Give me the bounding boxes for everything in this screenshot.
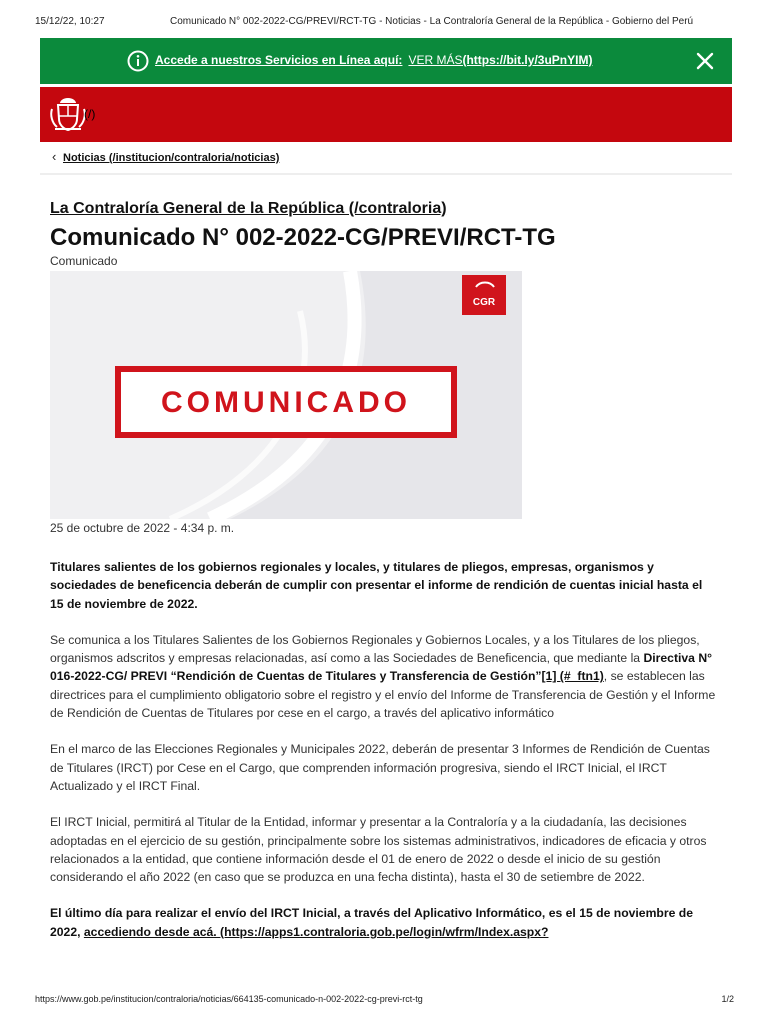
paragraph-4: El IRCT Inicial, permitirá al Titular de la Entidad, informar y presentar a la Contraloría y a la ciudadanía, las decisiones adoptadas en el ejercicio de su gestión, principalmente sobre los sistemas administrativos, indicadores de eficacia y otros relacionados a la entidad, que contiene información desde el 01 de enero de 2022 o desde el inicio de su gestión considerando el año 2022 (en caso que se produzca en una fecha distinta), hasta el 30 de setiembre de 2022. (50, 815, 707, 885)
home-link[interactable]: (/) (84, 107, 96, 121)
breadcrumb (40, 145, 732, 175)
print-date: 15/12/22, 10:27 (35, 16, 105, 27)
paragraph-5 (50, 904, 718, 941)
hero-image (50, 271, 522, 519)
ver-mas-link[interactable]: VER MÁS (408, 53, 463, 67)
banner-text: Accede a nuestros Servicios en Línea aquí: (155, 53, 403, 67)
close-icon[interactable] (696, 52, 714, 70)
print-page-number: 1/2 (721, 994, 734, 1004)
breadcrumb-noticias-link[interactable]: Noticias (/institucion/contraloria/noticias) (63, 152, 280, 164)
p5-text: El último día para realizar el envío del IRCT Inicial, a través del Aplicativo Informático, es el 15 de noviembre de 2022, (50, 906, 693, 939)
footnote-link[interactable]: [1] (#_ftn1) (541, 669, 604, 684)
cgr-logo-text: CGR (472, 297, 496, 308)
banner-link[interactable] (155, 53, 592, 67)
article-category: Comunicado (50, 254, 118, 268)
chevron-left-icon: ‹ (52, 149, 57, 164)
apps-login-link[interactable]: accediendo desde acá. (https://apps1.contraloria.gob.pe/login/wfrm/Index.aspx? (83, 924, 549, 939)
article-body (50, 558, 718, 959)
publish-date: 25 de octubre de 2022 - 4:34 p. m. (50, 521, 235, 535)
page-title: Comunicado N° 002-2022-CG/PREVI/RCT-TG (50, 224, 556, 251)
services-banner (40, 38, 732, 84)
print-page-title: Comunicado N° 002-2022-CG/PREVI/RCT-TG - Noticias - La Contraloría General de la República - Gobierno del Perú (170, 16, 694, 27)
p2-text-a: Se comunica a los Titulares Salientes de los Gobiernos Regionales y Gobiernos Locales, y a los Titulares de los pliegos, organismos adscritos y empresas relacionadas, así como a las Sociedades de Beneficencia, que mediante la (50, 632, 700, 666)
paragraph-2 (50, 631, 718, 722)
lead-text: Titulares salientes de los gobiernos regionales y locales, y titulares de pliegos, empresas, organismos y sociedades de beneficencia deberán de cumplir con presentar el informe de rendición de cuentas inicial hasta el 15 de noviembre de 2022. (50, 560, 703, 611)
paragraph-3: En el marco de las Elecciones Regionales y Municipales 2022, deberán de presentar 3 Informes de Rendición de Cuentas de Titulares (IRCT) por Cese en el Cargo, que comprenden información progresiva, siendo el IRCT Inicial, el IRCT Actualizado y el IRCT Final. (50, 742, 710, 793)
organization-link[interactable]: La Contraloría General de la República (/contraloria) (50, 200, 447, 217)
p2-text-b: , se establecen las directrices para el cumplimiento obligatorio sobre el registro y el envío del Informe de Transferencia de Gestión y el Informe de Rendición de Cuentas de Titulares por cese en el cargo, a través del aplicativo informático (50, 669, 716, 721)
peru-coat-of-arms-icon[interactable] (49, 95, 87, 133)
hero-word: COMUNICADO (161, 386, 411, 419)
info-icon (127, 50, 149, 72)
p2-directive: Directiva N° 016-2022-CG/ PREVI “Rendición de Cuentas de Titulares y Transferencia de Gestión” (50, 651, 713, 684)
site-header (40, 87, 732, 142)
print-header (0, 10, 768, 26)
article-lead (50, 558, 718, 613)
ver-mas-url: (https://bit.ly/3uPnYIM) (462, 53, 593, 67)
print-url: https://www.gob.pe/institucion/contraloria/noticias/664135-comunicado-n-002-2022-cg-previ-rct-tg (35, 994, 423, 1004)
